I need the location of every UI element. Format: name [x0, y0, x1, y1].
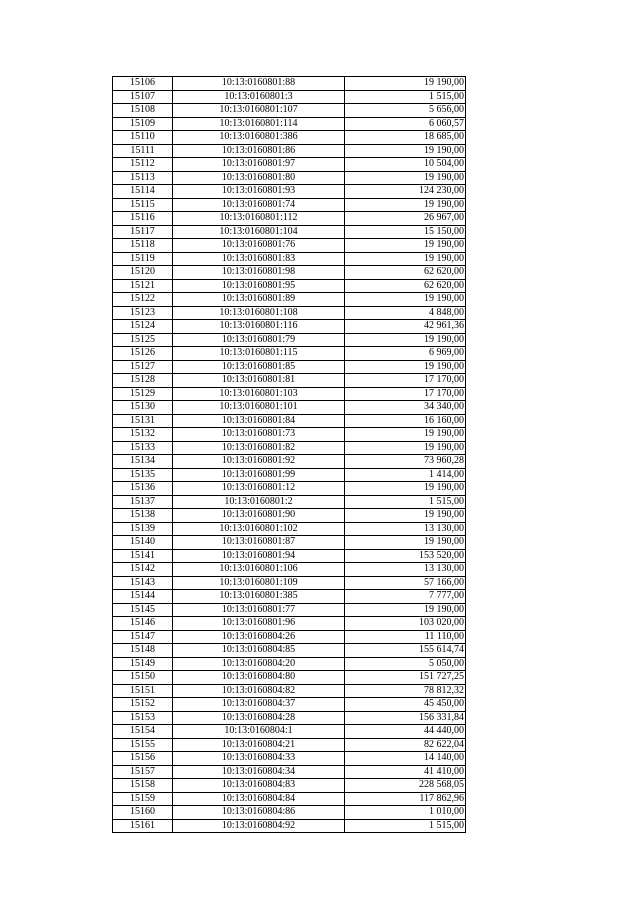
amount-cell: 11 110,00 [345, 630, 466, 644]
amount-cell: 5 656,00 [345, 104, 466, 118]
cadastral-number-cell: 10:13:0160804:37 [173, 698, 345, 712]
row-number-cell: 15157 [113, 765, 173, 779]
row-number-cell: 15130 [113, 401, 173, 415]
table-row [113, 212, 466, 226]
amount-cell: 1 515,00 [345, 90, 466, 104]
table-row [113, 117, 466, 131]
cadastral-number-cell: 10:13:0160801:385 [173, 590, 345, 604]
row-number-cell: 15136 [113, 482, 173, 496]
table-row [113, 509, 466, 523]
cadastral-number-cell: 10:13:0160801:95 [173, 279, 345, 293]
table-row [113, 428, 466, 442]
table-row [113, 320, 466, 334]
cadastral-number-cell: 10:13:0160801:74 [173, 198, 345, 212]
table-row [113, 792, 466, 806]
amount-cell: 124 230,00 [345, 185, 466, 199]
amount-cell: 1 414,00 [345, 468, 466, 482]
amount-cell: 103 020,00 [345, 617, 466, 631]
cadastral-number-cell: 10:13:0160801:92 [173, 455, 345, 469]
cadastral-number-cell: 10:13:0160804:80 [173, 671, 345, 685]
row-number-cell: 15125 [113, 333, 173, 347]
cadastral-number-cell: 10:13:0160801:3 [173, 90, 345, 104]
cadastral-number-cell: 10:13:0160801:89 [173, 293, 345, 307]
amount-cell: 19 190,00 [345, 333, 466, 347]
cadastral-number-cell: 10:13:0160801:106 [173, 563, 345, 577]
cadastral-number-cell: 10:13:0160801:77 [173, 603, 345, 617]
cadastral-number-cell: 10:13:0160801:12 [173, 482, 345, 496]
cadastral-number-cell: 10:13:0160804:83 [173, 779, 345, 793]
row-number-cell: 15114 [113, 185, 173, 199]
table-row [113, 806, 466, 820]
table-row [113, 198, 466, 212]
amount-cell: 45 450,00 [345, 698, 466, 712]
table-row [113, 738, 466, 752]
amount-cell: 5 050,00 [345, 657, 466, 671]
amount-cell: 4 848,00 [345, 306, 466, 320]
amount-cell: 42 961,36 [345, 320, 466, 334]
table-row [113, 387, 466, 401]
row-number-cell: 15115 [113, 198, 173, 212]
row-number-cell: 15132 [113, 428, 173, 442]
row-number-cell: 15149 [113, 657, 173, 671]
row-number-cell: 15119 [113, 252, 173, 266]
table-row [113, 819, 466, 833]
row-number-cell: 15139 [113, 522, 173, 536]
cadastral-number-cell: 10:13:0160804:1 [173, 725, 345, 739]
row-number-cell: 15128 [113, 374, 173, 388]
amount-cell: 13 130,00 [345, 522, 466, 536]
amount-cell: 19 190,00 [345, 144, 466, 158]
table-row [113, 279, 466, 293]
amount-cell: 19 190,00 [345, 482, 466, 496]
amount-cell: 117 862,96 [345, 792, 466, 806]
cadastral-number-cell: 10:13:0160801:81 [173, 374, 345, 388]
table-row [113, 482, 466, 496]
amount-cell: 62 620,00 [345, 279, 466, 293]
table-row [113, 306, 466, 320]
row-number-cell: 15108 [113, 104, 173, 118]
table-row [113, 441, 466, 455]
amount-cell: 1 515,00 [345, 495, 466, 509]
row-number-cell: 15118 [113, 239, 173, 253]
row-number-cell: 15156 [113, 752, 173, 766]
row-number-cell: 15140 [113, 536, 173, 550]
cadastral-number-cell: 10:13:0160804:26 [173, 630, 345, 644]
amount-cell: 10 504,00 [345, 158, 466, 172]
cadastral-number-cell: 10:13:0160801:98 [173, 266, 345, 280]
cadastral-number-cell: 10:13:0160801:99 [173, 468, 345, 482]
row-number-cell: 15112 [113, 158, 173, 172]
cadastral-number-cell: 10:13:0160801:84 [173, 414, 345, 428]
row-number-cell: 15153 [113, 711, 173, 725]
data-table [112, 76, 466, 833]
table-row [113, 401, 466, 415]
cadastral-number-cell: 10:13:0160801:90 [173, 509, 345, 523]
row-number-cell: 15111 [113, 144, 173, 158]
cadastral-number-cell: 10:13:0160801:93 [173, 185, 345, 199]
amount-cell: 151 727,25 [345, 671, 466, 685]
cadastral-number-cell: 10:13:0160804:84 [173, 792, 345, 806]
table-row [113, 671, 466, 685]
amount-cell: 44 440,00 [345, 725, 466, 739]
amount-cell: 17 170,00 [345, 374, 466, 388]
table-row [113, 185, 466, 199]
row-number-cell: 15143 [113, 576, 173, 590]
row-number-cell: 15151 [113, 684, 173, 698]
cadastral-number-cell: 10:13:0160801:82 [173, 441, 345, 455]
cadastral-number-cell: 10:13:0160801:2 [173, 495, 345, 509]
cadastral-number-cell: 10:13:0160801:114 [173, 117, 345, 131]
table-row [113, 522, 466, 536]
row-number-cell: 15144 [113, 590, 173, 604]
table-row [113, 617, 466, 631]
table-row [113, 266, 466, 280]
amount-cell: 19 190,00 [345, 428, 466, 442]
cadastral-number-cell: 10:13:0160804:28 [173, 711, 345, 725]
cadastral-number-cell: 10:13:0160801:108 [173, 306, 345, 320]
cadastral-number-cell: 10:13:0160804:82 [173, 684, 345, 698]
row-number-cell: 15121 [113, 279, 173, 293]
amount-cell: 1 010,00 [345, 806, 466, 820]
table-row [113, 171, 466, 185]
row-number-cell: 15107 [113, 90, 173, 104]
amount-cell: 26 967,00 [345, 212, 466, 226]
row-number-cell: 15124 [113, 320, 173, 334]
table-row [113, 333, 466, 347]
cadastral-number-cell: 10:13:0160801:97 [173, 158, 345, 172]
row-number-cell: 15106 [113, 77, 173, 91]
row-number-cell: 15133 [113, 441, 173, 455]
table-row [113, 563, 466, 577]
table-row [113, 90, 466, 104]
amount-cell: 19 190,00 [345, 293, 466, 307]
table-row [113, 657, 466, 671]
table-row [113, 698, 466, 712]
cadastral-number-cell: 10:13:0160801:103 [173, 387, 345, 401]
amount-cell: 41 410,00 [345, 765, 466, 779]
cadastral-number-cell: 10:13:0160801:86 [173, 144, 345, 158]
cadastral-number-cell: 10:13:0160801:109 [173, 576, 345, 590]
amount-cell: 6 060,57 [345, 117, 466, 131]
row-number-cell: 15147 [113, 630, 173, 644]
row-number-cell: 15145 [113, 603, 173, 617]
row-number-cell: 15141 [113, 549, 173, 563]
table-body [113, 77, 466, 833]
row-number-cell: 15148 [113, 644, 173, 658]
table-row [113, 603, 466, 617]
cadastral-number-cell: 10:13:0160801:83 [173, 252, 345, 266]
amount-cell: 7 777,00 [345, 590, 466, 604]
cadastral-number-cell: 10:13:0160801:115 [173, 347, 345, 361]
table-row [113, 779, 466, 793]
table-row [113, 131, 466, 145]
row-number-cell: 15150 [113, 671, 173, 685]
cadastral-number-cell: 10:13:0160804:86 [173, 806, 345, 820]
cadastral-number-cell: 10:13:0160801:386 [173, 131, 345, 145]
row-number-cell: 15123 [113, 306, 173, 320]
amount-cell: 17 170,00 [345, 387, 466, 401]
amount-cell: 19 190,00 [345, 360, 466, 374]
row-number-cell: 15137 [113, 495, 173, 509]
table-row [113, 576, 466, 590]
row-number-cell: 15109 [113, 117, 173, 131]
cadastral-number-cell: 10:13:0160801:73 [173, 428, 345, 442]
table-row [113, 77, 466, 91]
amount-cell: 19 190,00 [345, 198, 466, 212]
cadastral-number-cell: 10:13:0160801:85 [173, 360, 345, 374]
table-row [113, 644, 466, 658]
amount-cell: 155 614,74 [345, 644, 466, 658]
table-row [113, 225, 466, 239]
cadastral-number-cell: 10:13:0160804:85 [173, 644, 345, 658]
cadastral-number-cell: 10:13:0160801:112 [173, 212, 345, 226]
table-row [113, 252, 466, 266]
cadastral-number-cell: 10:13:0160801:79 [173, 333, 345, 347]
amount-cell: 14 140,00 [345, 752, 466, 766]
row-number-cell: 15120 [113, 266, 173, 280]
amount-cell: 6 969,00 [345, 347, 466, 361]
table-row [113, 414, 466, 428]
table-row [113, 468, 466, 482]
row-number-cell: 15146 [113, 617, 173, 631]
cadastral-number-cell: 10:13:0160801:116 [173, 320, 345, 334]
table-row [113, 495, 466, 509]
row-number-cell: 15161 [113, 819, 173, 833]
row-number-cell: 15110 [113, 131, 173, 145]
amount-cell: 19 190,00 [345, 509, 466, 523]
cadastral-number-cell: 10:13:0160801:88 [173, 77, 345, 91]
cadastral-number-cell: 10:13:0160801:101 [173, 401, 345, 415]
table-row [113, 536, 466, 550]
table-row [113, 293, 466, 307]
row-number-cell: 15126 [113, 347, 173, 361]
row-number-cell: 15155 [113, 738, 173, 752]
row-number-cell: 15116 [113, 212, 173, 226]
amount-cell: 57 166,00 [345, 576, 466, 590]
cadastral-number-cell: 10:13:0160801:80 [173, 171, 345, 185]
cadastral-number-cell: 10:13:0160801:87 [173, 536, 345, 550]
table-row [113, 752, 466, 766]
amount-cell: 13 130,00 [345, 563, 466, 577]
amount-cell: 19 190,00 [345, 441, 466, 455]
cadastral-number-cell: 10:13:0160804:92 [173, 819, 345, 833]
cadastral-number-cell: 10:13:0160801:104 [173, 225, 345, 239]
row-number-cell: 15113 [113, 171, 173, 185]
cadastral-number-cell: 10:13:0160801:107 [173, 104, 345, 118]
amount-cell: 19 190,00 [345, 77, 466, 91]
cadastral-number-cell: 10:13:0160804:20 [173, 657, 345, 671]
cadastral-number-cell: 10:13:0160801:96 [173, 617, 345, 631]
amount-cell: 153 520,00 [345, 549, 466, 563]
row-number-cell: 15129 [113, 387, 173, 401]
table-row [113, 347, 466, 361]
table-row [113, 711, 466, 725]
cadastral-number-cell: 10:13:0160801:102 [173, 522, 345, 536]
table-row [113, 360, 466, 374]
row-number-cell: 15117 [113, 225, 173, 239]
table-row [113, 104, 466, 118]
row-number-cell: 15134 [113, 455, 173, 469]
amount-cell: 34 340,00 [345, 401, 466, 415]
row-number-cell: 15160 [113, 806, 173, 820]
row-number-cell: 15152 [113, 698, 173, 712]
row-number-cell: 15127 [113, 360, 173, 374]
amount-cell: 1 515,00 [345, 819, 466, 833]
row-number-cell: 15138 [113, 509, 173, 523]
amount-cell: 15 150,00 [345, 225, 466, 239]
cadastral-number-cell: 10:13:0160801:76 [173, 239, 345, 253]
cadastral-number-cell: 10:13:0160804:21 [173, 738, 345, 752]
table-row [113, 239, 466, 253]
amount-cell: 228 568,05 [345, 779, 466, 793]
cadastral-number-cell: 10:13:0160801:94 [173, 549, 345, 563]
row-number-cell: 15159 [113, 792, 173, 806]
row-number-cell: 15135 [113, 468, 173, 482]
row-number-cell: 15131 [113, 414, 173, 428]
amount-cell: 19 190,00 [345, 252, 466, 266]
row-number-cell: 15154 [113, 725, 173, 739]
table-row [113, 549, 466, 563]
table-row [113, 725, 466, 739]
table-row [113, 765, 466, 779]
amount-cell: 156 331,84 [345, 711, 466, 725]
amount-cell: 78 812,32 [345, 684, 466, 698]
amount-cell: 19 190,00 [345, 171, 466, 185]
amount-cell: 16 160,00 [345, 414, 466, 428]
cadastral-number-cell: 10:13:0160804:34 [173, 765, 345, 779]
table-row [113, 144, 466, 158]
amount-cell: 18 685,00 [345, 131, 466, 145]
table-row [113, 158, 466, 172]
row-number-cell: 15142 [113, 563, 173, 577]
cadastral-number-cell: 10:13:0160804:33 [173, 752, 345, 766]
table-row [113, 630, 466, 644]
table-row [113, 374, 466, 388]
table-row [113, 590, 466, 604]
amount-cell: 19 190,00 [345, 603, 466, 617]
amount-cell: 82 622,04 [345, 738, 466, 752]
amount-cell: 73 960,28 [345, 455, 466, 469]
amount-cell: 19 190,00 [345, 536, 466, 550]
amount-cell: 62 620,00 [345, 266, 466, 280]
amount-cell: 19 190,00 [345, 239, 466, 253]
row-number-cell: 15122 [113, 293, 173, 307]
row-number-cell: 15158 [113, 779, 173, 793]
table-row [113, 455, 466, 469]
table-row [113, 684, 466, 698]
